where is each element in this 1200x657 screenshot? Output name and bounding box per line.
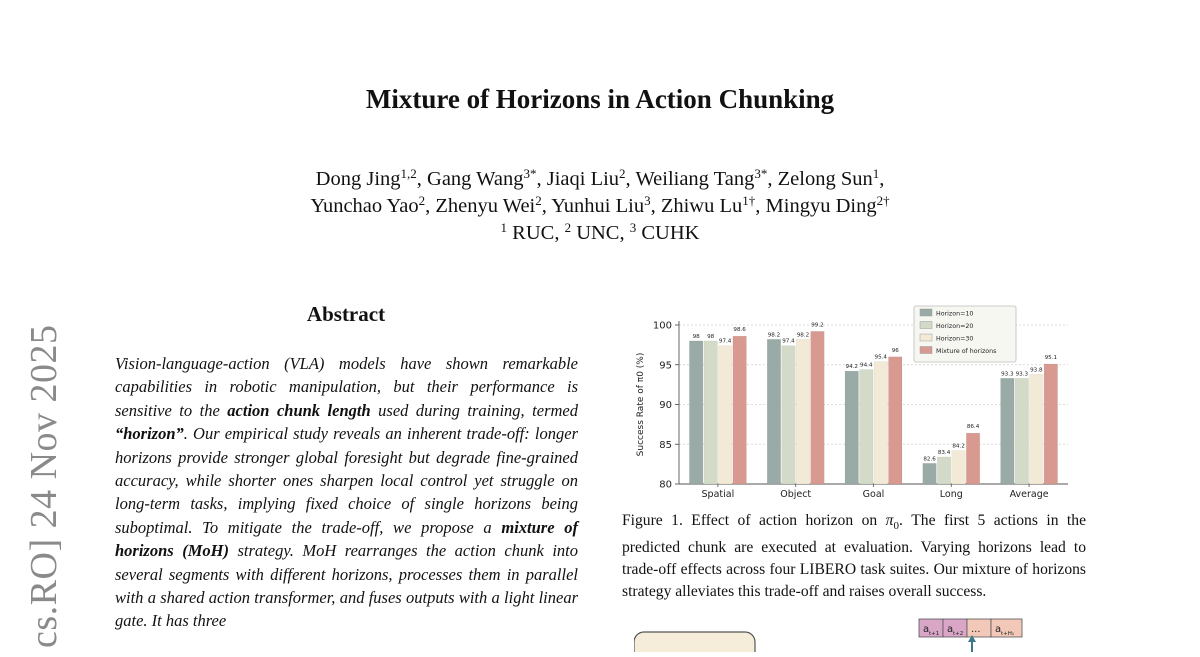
- legend-label: Horizon=20: [936, 323, 974, 330]
- data-label: 98.2: [796, 332, 810, 339]
- author-name: Yunchao Yao: [310, 195, 419, 217]
- legend-label: Mixture of horizons: [936, 348, 997, 355]
- author-name: Dong Jing: [315, 168, 401, 190]
- bar: [767, 339, 781, 484]
- data-label: 98.2: [767, 332, 781, 339]
- abstract-segment: strategy. MoH rearranges the action chunk into several segments with different horizons, processes them in parallel with a shared action transformer, and fuses outputs with a light linear gate. It has three: [115, 541, 579, 631]
- author-block: [0, 166, 1200, 247]
- legend-label: Horizon=10: [936, 310, 974, 318]
- bar: [718, 346, 732, 484]
- abstract-emphasis: “horizon”: [115, 424, 184, 444]
- author-affiliation-mark: 1: [872, 166, 880, 181]
- action-token-label: a: [923, 624, 930, 635]
- authors-line-1: Dong Jing$^{1,2}$, Gang Wang$^{3*}$, Jiaqi Liu$^2$, Weiliang Tang$^{3*}$, Zelong Sun$^1$,: [315, 166, 885, 190]
- author-affiliation-mark: 2: [619, 166, 626, 181]
- data-label: 98: [692, 333, 700, 340]
- action-token-label: a: [947, 624, 954, 635]
- bar: [1044, 364, 1058, 484]
- abstract-text: [115, 352, 578, 633]
- bar: [860, 370, 874, 484]
- author-name: Gang Wang: [427, 168, 524, 190]
- author-affiliation-mark: 2: [418, 193, 426, 208]
- bar: [704, 341, 718, 484]
- caption-symbol: π: [885, 512, 894, 529]
- figure-2-diagram: [634, 612, 1094, 652]
- bar: [1030, 374, 1044, 484]
- bar: [811, 331, 825, 484]
- x-tick-label: Long: [939, 489, 963, 500]
- success-rate-bar-chart: [624, 300, 1080, 505]
- abstract-emphasis: mixture of horizons (MoH): [115, 517, 578, 561]
- y-tick-label: 100: [652, 320, 672, 332]
- data-label: 82.6: [923, 456, 936, 463]
- bar: [845, 371, 859, 484]
- bar: [796, 339, 810, 484]
- action-token-label: ...: [971, 624, 981, 635]
- arxiv-identifier-stamp: cs.RO] 24 Nov 2025: [23, 324, 65, 648]
- data-label: 93.3: [1001, 371, 1014, 378]
- author-affiliation-mark: 2†: [876, 193, 890, 208]
- affiliation-number: 2: [564, 220, 572, 235]
- data-label: 98: [707, 333, 715, 340]
- author-affiliation-mark: 3*: [754, 166, 768, 181]
- affiliation-name: UNC: [571, 222, 620, 244]
- author-affiliation-mark: 3*: [523, 166, 537, 181]
- figure-2-partial: [634, 612, 1094, 652]
- author-name: Jiaqi Liu: [546, 168, 620, 190]
- bar: [1015, 378, 1029, 484]
- y-tick-label: 85: [659, 439, 672, 451]
- y-axis-label: Success Rate of π0 (%): [636, 352, 646, 457]
- author-name: Mingyu Ding: [765, 195, 877, 217]
- action-token-subscript: t+1: [929, 631, 940, 637]
- action-token-subscript: t+2: [953, 631, 964, 637]
- author-name: Zhenyu Wei: [435, 195, 536, 217]
- x-tick-label: Spatial: [701, 489, 735, 500]
- data-label: 83.4: [937, 449, 951, 456]
- figure-1-chart: [624, 300, 1080, 505]
- data-label: 86.4: [966, 424, 980, 431]
- figure-1-caption: [622, 510, 1086, 603]
- x-tick-label: Goal: [862, 489, 885, 500]
- author-affiliation-mark: 3: [644, 193, 651, 208]
- affiliation-number: 1: [500, 220, 508, 235]
- paper-title: Mixture of Horizons in Action Chunking: [365, 84, 835, 114]
- legend-swatch: [920, 309, 932, 316]
- bar: [937, 457, 951, 484]
- bar: [889, 357, 903, 484]
- caption-symbol-sub: 0: [893, 520, 899, 533]
- abstract-emphasis: action chunk length: [227, 400, 371, 420]
- legend-label: Horizon=30: [936, 335, 974, 343]
- data-label: 93.3: [1015, 371, 1029, 378]
- abstract-segment: . Our empirical study reveals an inherent trade-off: longer horizons provide stronger global foresight but degrade fine-grained accuracy, while shorter ones sharpen local control yet struggle on long-term tasks, implying fixed choice of single horizons being suboptimal. To mitigate the trade-off, we propose a: [115, 424, 578, 537]
- author-affiliation-mark: 1,2: [400, 166, 417, 181]
- legend-swatch: [920, 322, 932, 329]
- authors-line-2: Yunchao Yao$^2$, Zhenyu Wei$^2$, Yunhui Liu$^3$, Zhiwu $Lu^{1\dagger}$, Mingyu Ding$^{2\dagger}$: [310, 193, 890, 217]
- author-name: Weiliang Tang: [635, 168, 755, 190]
- x-tick-label: Object: [780, 489, 812, 500]
- y-tick-label: 80: [659, 479, 672, 491]
- author-name: Zhiwu Lu: [660, 195, 743, 217]
- author-name: Yunhui Liu: [551, 195, 645, 217]
- bar: [1001, 378, 1015, 484]
- bar: [966, 433, 980, 484]
- bar: [733, 336, 747, 484]
- abstract-segment: used during training, termed: [370, 400, 578, 420]
- data-label: 95.1: [1044, 354, 1058, 361]
- data-label: 97.4: [782, 338, 795, 345]
- figure-2-module-box: [634, 632, 755, 652]
- abstract-heading: Abstract: [306, 302, 386, 326]
- caption-prefix: Figure 1. Effect of action horizon on: [622, 512, 886, 529]
- caption-rest: . The first 5 actions in the predicted chunk are executed at evaluation. Varying horizons lead to trade-off effects across four LIBERO task suites. Our mixture of horizons strategy alleviates this trade-off and raises overall success.: [622, 512, 1086, 601]
- legend-swatch: [920, 334, 932, 341]
- data-label: 95.4: [874, 354, 887, 361]
- affiliations-line: $^1$ RUC, $^2$ UNC, $^3$ CUHK: [500, 220, 700, 244]
- bar: [923, 463, 937, 484]
- bar: [689, 341, 703, 484]
- bar: [874, 362, 888, 484]
- data-label: 98.6: [733, 327, 746, 334]
- x-tick-label: Average: [1009, 489, 1049, 500]
- y-tick-label: 90: [659, 400, 672, 411]
- bar: [952, 451, 966, 484]
- bar: [782, 346, 796, 484]
- legend-swatch: [920, 347, 932, 354]
- abstract-segment: Vision-language-action (VLA) models have shown remarkable capabilities in robotic manipulation, but their performance is sensitive to the: [115, 354, 578, 420]
- data-label: 93.8: [1030, 367, 1043, 374]
- data-label: 97.4: [718, 338, 732, 345]
- action-token-label: a: [995, 624, 1002, 635]
- affiliation-name: RUC: [507, 222, 555, 244]
- author-affiliation-mark: 2: [535, 193, 542, 208]
- affiliation-number: 3: [629, 220, 637, 235]
- y-tick-label: 95: [659, 360, 672, 372]
- data-label: 94.2: [845, 364, 858, 371]
- author-name: Zelong Sun: [777, 168, 873, 190]
- action-token-subscript: t+H₁: [1001, 631, 1015, 637]
- data-label: 94.4: [860, 362, 873, 369]
- data-label: 84.2: [952, 443, 965, 450]
- author-affiliation-mark: 1†: [742, 193, 756, 208]
- data-label: 96: [891, 347, 899, 354]
- affiliation-name: CUHK: [636, 222, 700, 244]
- data-label: 99.2: [811, 322, 824, 329]
